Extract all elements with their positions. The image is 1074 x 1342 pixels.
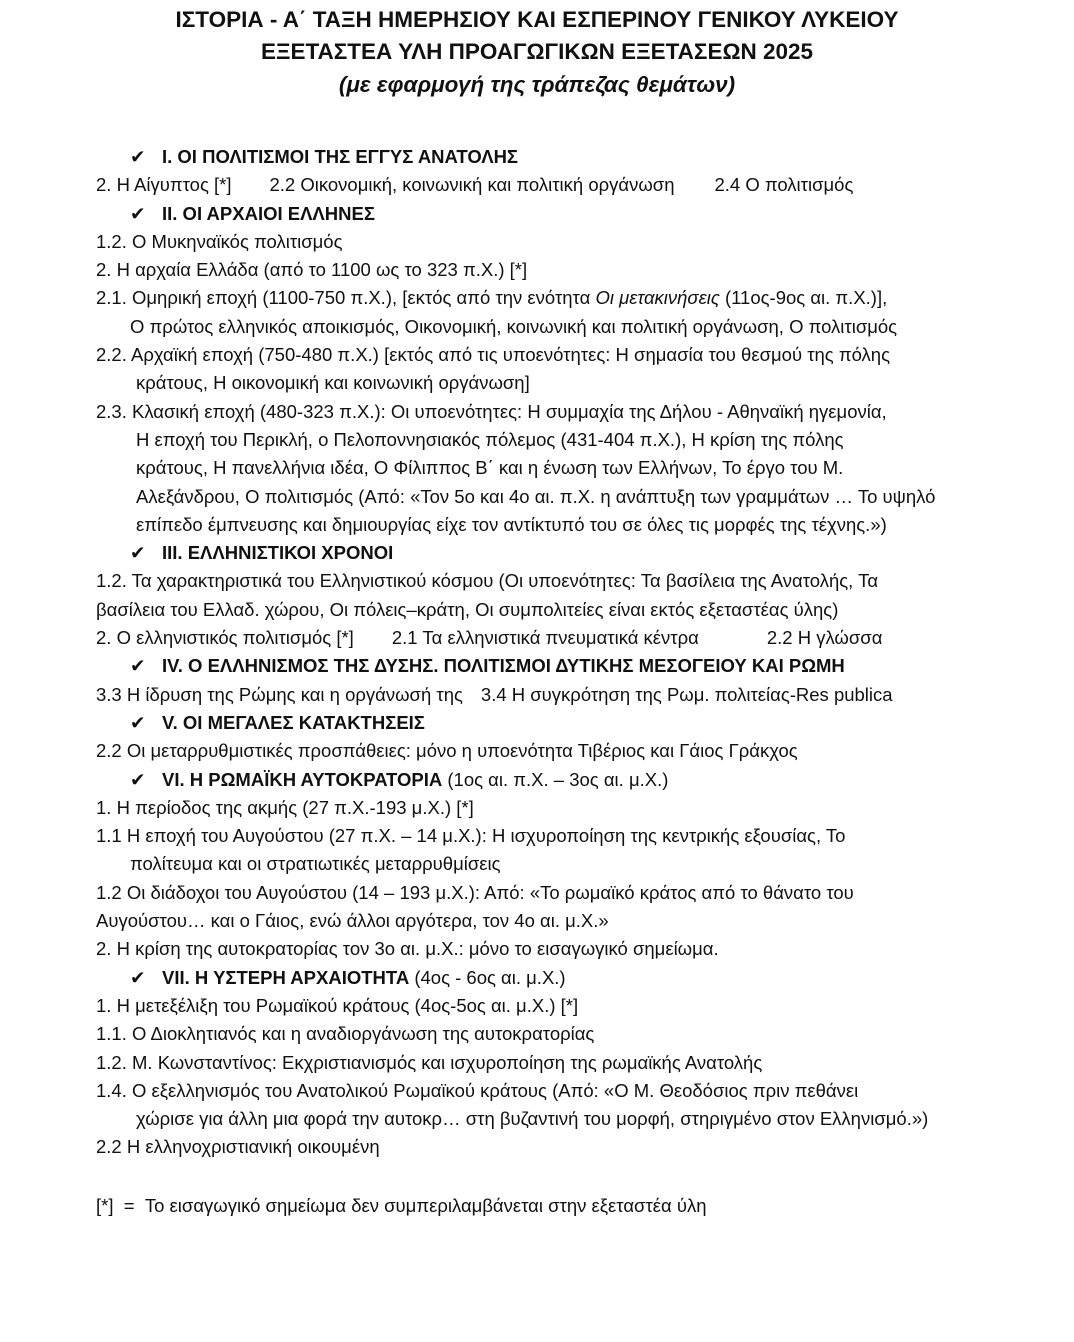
list-item: 1. Η μετεξέλιξη του Ρωμαϊκού κράτους (4ος-5ος αι. μ.Χ.) [*] bbox=[96, 994, 579, 1016]
checkmark-icon: ✔ bbox=[130, 966, 146, 988]
checkmark-icon: ✔ bbox=[130, 711, 146, 733]
checkmark-icon: ✔ bbox=[130, 542, 146, 564]
list-item: 2.2 Οι μεταρρυθμιστικές προσπάθειες: μόνο η υποενότητα Τιβέριος και Γάιος Γράκχος bbox=[96, 740, 798, 762]
list-item: 2. Η Αίγυπτος [*] 2.2 Οικονομική, κοινωνική και πολιτική οργάνωση 2.4 Ο πολιτισμός bbox=[96, 174, 854, 196]
section-heading-6: ✔ VI. Η ΡΩΜΑΪΚΗ ΑΥΤΟΚΡΑΤΟΡΙΑ (1ος αι. π.Χ. – 3ος αι. μ.Χ.) bbox=[96, 766, 996, 794]
checkmark-icon: ✔ bbox=[130, 655, 146, 677]
list-item: 1. Η περίοδος της ακμής (27 π.Χ.-193 μ.Χ.) [*] bbox=[96, 796, 474, 818]
document-title: ΙΣΤΟΡΙΑ - Α΄ ΤΑΞΗ ΗΜΕΡΗΣΙΟΥ ΚΑΙ ΕΣΠΕΡΙΝΟΥ ΓΕΝΙΚΟΥ ΛΥΚΕΙΟΥ bbox=[175, 7, 899, 32]
list-item-continuation: κράτους, Η οικονομική και κοινωνική οργάνωση] bbox=[136, 372, 530, 394]
spacer bbox=[96, 1162, 996, 1192]
list-item-continuation: κράτους, Η πανελλήνια ιδέα, Ο Φίλιππος Β΄ και η ένωση των Ελλήνων, Το έργο του Μ. bbox=[136, 457, 844, 479]
section-heading-7: ✔ VII. Η ΥΣΤΕΡΗ ΑΡΧΑΙΟΤΗΤΑ (4ος - 6ος αι. μ.Χ.) bbox=[96, 964, 996, 992]
footnote: [*] = Το εισαγωγικό σημείωμα δεν συμπεριλαμβάνεται στην εξεταστέα ύλη bbox=[96, 1194, 707, 1216]
list-item: 2.3. Κλασική εποχή (480-323 π.Χ.): Οι υποενότητες: Η συμμαχία της Δήλου - Αθηναϊκή ηγεμονία, bbox=[96, 400, 887, 422]
section-heading-1: ✔ I. ΟΙ ΠΟΛΙΤΙΣΜΟΙ ΤΗΣ ΕΓΓΥΣ ΑΝΑΤΟΛΗΣ bbox=[96, 143, 996, 171]
list-item-continuation: Ο πρώτος ελληνικός αποικισμός, Οικονομική, κοινωνική και πολιτική οργάνωση, Ο πολιτισμός bbox=[130, 315, 898, 337]
list-item-continuation: πολίτευμα και οι στρατιωτικές μεταρρυθμίσεις bbox=[130, 853, 501, 875]
list-item-continuation: Αυγούστου… και ο Γάιος, ενώ άλλοι αργότερα, τον 4ο αι. μ.Χ.» bbox=[96, 910, 609, 932]
list-item-continuation: χώρισε για άλλη μια φορά την αυτοκρ… στη βυζαντινή του μορφή, στηριγμένο στον Ελληνισμό.») bbox=[136, 1108, 929, 1130]
list-item-continuation: Η εποχή του Περικλή, ο Πελοποννησιακός πόλεμος (431-404 π.Χ.), Η κρίση της πόλης bbox=[136, 428, 844, 450]
checkmark-icon: ✔ bbox=[130, 202, 146, 224]
list-item-continuation: Αλεξάνδρου, Ο πολιτισμός (Από: «Τον 5ο και 4ο αι. π.Χ. η ανάπτυξη των γραμμάτων … Το υψηλό bbox=[136, 485, 936, 507]
section-heading-2: ✔ II. ΟΙ ΑΡΧΑΙΟΙ ΕΛΛΗΝΕΣ bbox=[96, 200, 996, 228]
syllabus-body bbox=[96, 143, 996, 1220]
checkmark-icon: ✔ bbox=[130, 768, 146, 790]
list-item: 1.2. Μ. Κωνσταντίνος: Εκχριστιανισμός και ισχυροποίηση της ρωμαϊκής Ανατολής bbox=[96, 1051, 763, 1073]
list-item: 1.2. Ο Μυκηναϊκός πολιτισμός bbox=[96, 230, 343, 252]
document-note: (με εφαρμογή της τράπεζας θεμάτων) bbox=[338, 72, 736, 97]
list-item: 1.2. Τα χαρακτηριστικά του Ελληνιστικού κόσμου (Οι υποενότητες: Τα βασίλεια της Ανατολής, Τα bbox=[96, 570, 879, 592]
list-item: 3.3 Η ίδρυση της Ρώμης και η οργάνωσή της 3.4 Η συγκρότηση της Ρωμ. πολιτείας-Res publica bbox=[96, 683, 893, 705]
list-item: 2. Η αρχαία Ελλάδα (από το 1100 ως το 323 π.Χ.) [*] bbox=[96, 259, 528, 281]
list-item-continuation: βασίλεια του Ελλαδ. χώρου, Οι πόλεις–κράτη, Οι συμπολιτείες είναι εκτός εξεταστέας ύλης) bbox=[96, 598, 839, 620]
document-subtitle: ΕΞΕΤΑΣΤΕΑ ΥΛΗ ΠΡΟΑΓΩΓΙΚΩΝ ΕΞΕΤΑΣΕΩΝ 2025 bbox=[260, 39, 814, 64]
list-item: 2. Ο ελληνιστικός πολιτισμός [*] 2.1 Τα ελληνιστικά πνευματικά κέντρα 2.2 Η γλώσσα bbox=[96, 627, 883, 649]
list-item: 2. Η κρίση της αυτοκρατορίας τον 3ο αι. μ.Χ.: μόνο το εισαγωγικό σημείωμα. bbox=[96, 938, 719, 960]
section-heading-3: ✔ III. ΕΛΛΗΝΙΣΤΙΚΟΙ ΧΡΟΝΟΙ bbox=[96, 539, 996, 567]
section-heading-4: ✔ IV. Ο ΕΛΛΗΝΙΣΜΟΣ ΤΗΣ ΔΥΣΗΣ. ΠΟΛΙΤΙΣΜΟΙ ΔΥΤΙΚΗΣ ΜΕΣΟΓΕΙΟΥ ΚΑΙ ΡΩΜΗ bbox=[96, 652, 996, 680]
list-item: 2.2 Η ελληνοχριστιανική οικουμένη bbox=[96, 1136, 380, 1158]
list-item: 1.4. Ο εξελληνισμός του Ανατολικού Ρωμαϊκού κράτους (Από: «Ο Μ. Θεοδόσιος πριν πεθάνει bbox=[96, 1079, 859, 1101]
list-item: 1.1 Η εποχή του Αυγούστου (27 π.Χ. – 14 μ.Χ.): Η ισχυροποίηση της κεντρικής εξουσίας, Το bbox=[96, 825, 846, 847]
list-item: 1.1. Ο Διοκλητιανός και η αναδιοργάνωση της αυτοκρατορίας bbox=[96, 1023, 595, 1045]
list-item: 2.2. Αρχαϊκή εποχή (750-480 π.Χ.) [εκτός από τις υποενότητες: Η σημασία του θεσμού της πόλης bbox=[96, 344, 891, 366]
document-header bbox=[0, 4, 1074, 102]
section-heading-5: ✔ V. ΟΙ ΜΕΓΑΛΕΣ ΚΑΤΑΚΤΗΣΕΙΣ bbox=[96, 709, 996, 737]
list-item: 1.2 Οι διάδοχοι του Αυγούστου (14 – 193 μ.Χ.): Από: «Το ρωμαϊκό κράτος από το θάνατο του bbox=[96, 881, 854, 903]
list-item: 2.1. Ομηρική εποχή (1100-750 π.Χ.), [εκτός από την ενότητα Οι μετακινήσεις (11ος-9ος αι. π.Χ.)], bbox=[96, 287, 888, 309]
list-item-continuation: επίπεδο έμπνευσης και δημιουργίας είχε τον αντίκτυπό του σε όλες τις μορφές της τέχνης.») bbox=[136, 513, 887, 535]
checkmark-icon: ✔ bbox=[130, 146, 146, 167]
